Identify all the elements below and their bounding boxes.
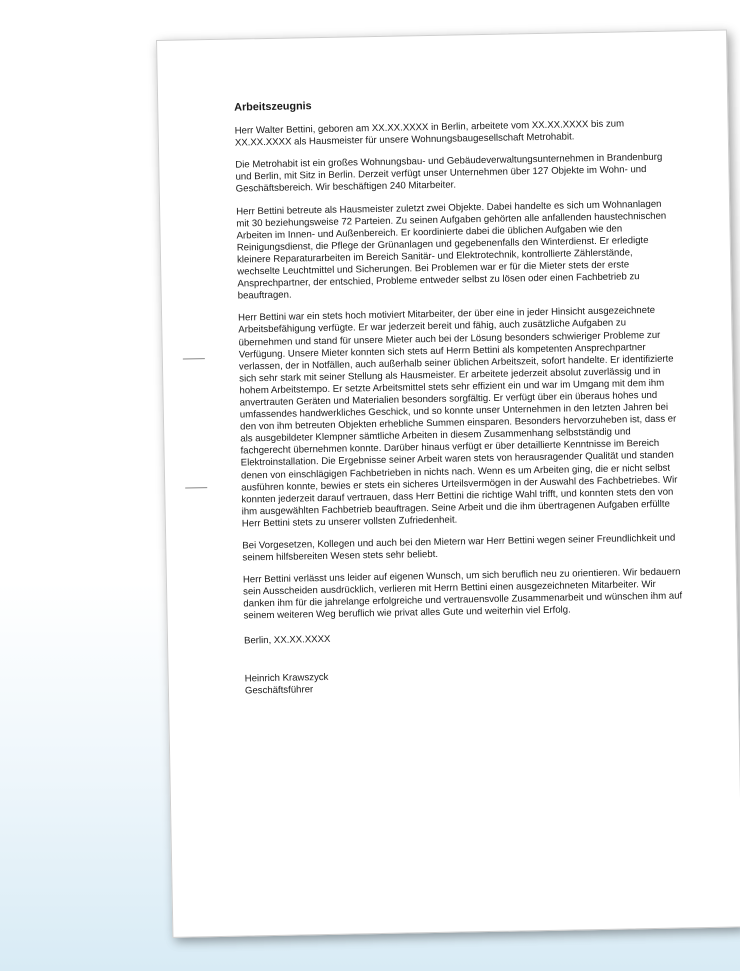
paragraph-performance: Herr Bettini war ein stets hoch motiviert Mitarbeiter, der über eine in jeder Hinsicht ausgezeichnete Arbeitsbefähigung verfügte. Er war jederzeit bereit und fähig, auch zusätzliche Aufgaben zu übernehmen und stand für unsere Mieter auch bei der Lösung besonders schwieriger Probleme zur Verfügung. Unsere Mieter konnten sich stets auf Herrn Bettini als kompetenten Ansprechpartner verlassen, der in Notfällen, auch außerhalb seiner üblichen Arbeitszeit, sofort handelte. Er identifizierte sich sehr stark mit seiner Stellung als Hausmeister. Er arbeitete jederzeit absolut zuverlässig und in hohem Arbeitstempo. Er setzte Arbeitsmittel stets sehr effizient ein und war im Umgang mit dem ihm anvertrauten Geräten und Materialien besonders sorgfältig. Er verfügt über ein überaus hohes und umfassendes handwerkliches Geschick, und so konnte unser Unternehmen in den letzten Jahren bei den von ihm betreuten Objekten erhebliche Summen einsparen. Besonders hervorzuheben ist, dass er als ausgebildeter Klempner sämtliche Arbeiten in diesem Zusammenhang selbstständig und fachgerecht übernehmen konnte. Darüber hinaus verfügt er über detaillierte Kenntnisse im Bereich Elektroinstallation. Die Ergebnisse seiner Arbeit waren stets von herausragender Qualität und standen denen von einschlägigen Fachbetrieben in nichts nach. Wenn es um Arbeiten ging, die er nicht selbst ausführen konnte, bewies er stets ein sicheres Urteilsvermögen in der Auswahl des Fachbetriebes. Wir konnten jederzeit darauf vertrauen, dass Herr Bettini die richtige Wahl trifft, und konnten stets den von ihm ausgewählten Fachbetrieb beauftragen. Seine Arbeit und die ihm übertragenen Aufgaben erfüllte Herr Bettini stets zu unserer vollsten Zufriedenheit. <box>238 305 678 530</box>
place-date: Berlin, XX.XX.XXXX <box>243 633 331 647</box>
document-body <box>234 94 685 698</box>
signer-title: Geschäftsführer <box>244 683 314 697</box>
paragraph-company: Die Metrohabit ist ein großes Wohnungsbau- und Gebäudeverwaltungsunternehmen in Brandenburg und Berlin, mit Sitz in Berlin. Derzeit verfügt unser Unternehmen über 127 Objekte im Wohn- und Geschäftsbereich. Wir beschäftigen 240 Mitarbeiter. <box>235 152 663 196</box>
document-page <box>156 30 740 938</box>
fold-mark-upper <box>183 358 205 359</box>
signer-name: Heinrich Krawszyck <box>244 671 329 685</box>
document-title: Arbeitszeugnis <box>234 100 312 114</box>
punch-mark <box>185 487 207 488</box>
paragraph-social: Bei Vorgesetzen, Kollegen und auch bei den Mietern war Herr Bettini wegen seiner Freundlichkeit und seinem hilfsbereiten Wesen stets sehr beliebt. <box>242 532 676 564</box>
paragraph-intro: Herr Walter Bettini, geboren am XX.XX.XXXX in Berlin, arbeitete vom XX.XX.XXXX bis zum XX.XX.XXXX als Hausmeister für unsere Wohnungsbaugesellschaft Metrohabit. <box>234 118 625 149</box>
paragraph-duties: Herr Bettini betreute als Hausmeister zuletzt zwei Objekte. Dabei handelte es sich um Wohnanlagen mit 30 beziehungsweise 72 Parteien. Zu seinen Aufgaben gehörten alle anfallenden haustechnischen Arbeiten im Innen- und Außenbereich. Er koordinierte dabei die üblichen Aufgaben wie den Reinigungsdienst, die Pflege der Grünanlagen und gegebenenfalls den Winterdienst. Er erledigte kleinere Reparaturarbeiten im Bereich Sanitär- und Elektrotechnik, kontrollierte Zählerstände, wechselte Leuchtmittel und Sicherungen. Bei Problemen war er für die Mieter stets der erste Ansprechpartner, der entschied, Probleme entweder selbst zu lösen oder einen Fachbetrieb zu beauftragen. <box>236 198 667 302</box>
paragraph-farewell: Herr Bettini verlässt uns leider auf eigenen Wunsch, um sich beruflich neu zu orientieren. Wir bedauern sein Ausscheiden ausdrücklich, verlieren mit Herrn Bettini einen ausgezeichneten Mitarbeiter. Wir danken ihm für die jahrelange erfolgreiche und vertrauensvolle Zusammenarbeit und wünschen ihm auf seinem weiteren Weg beruflich wie privat alles Gute und weiterhin viel Erfolg. <box>242 566 683 622</box>
